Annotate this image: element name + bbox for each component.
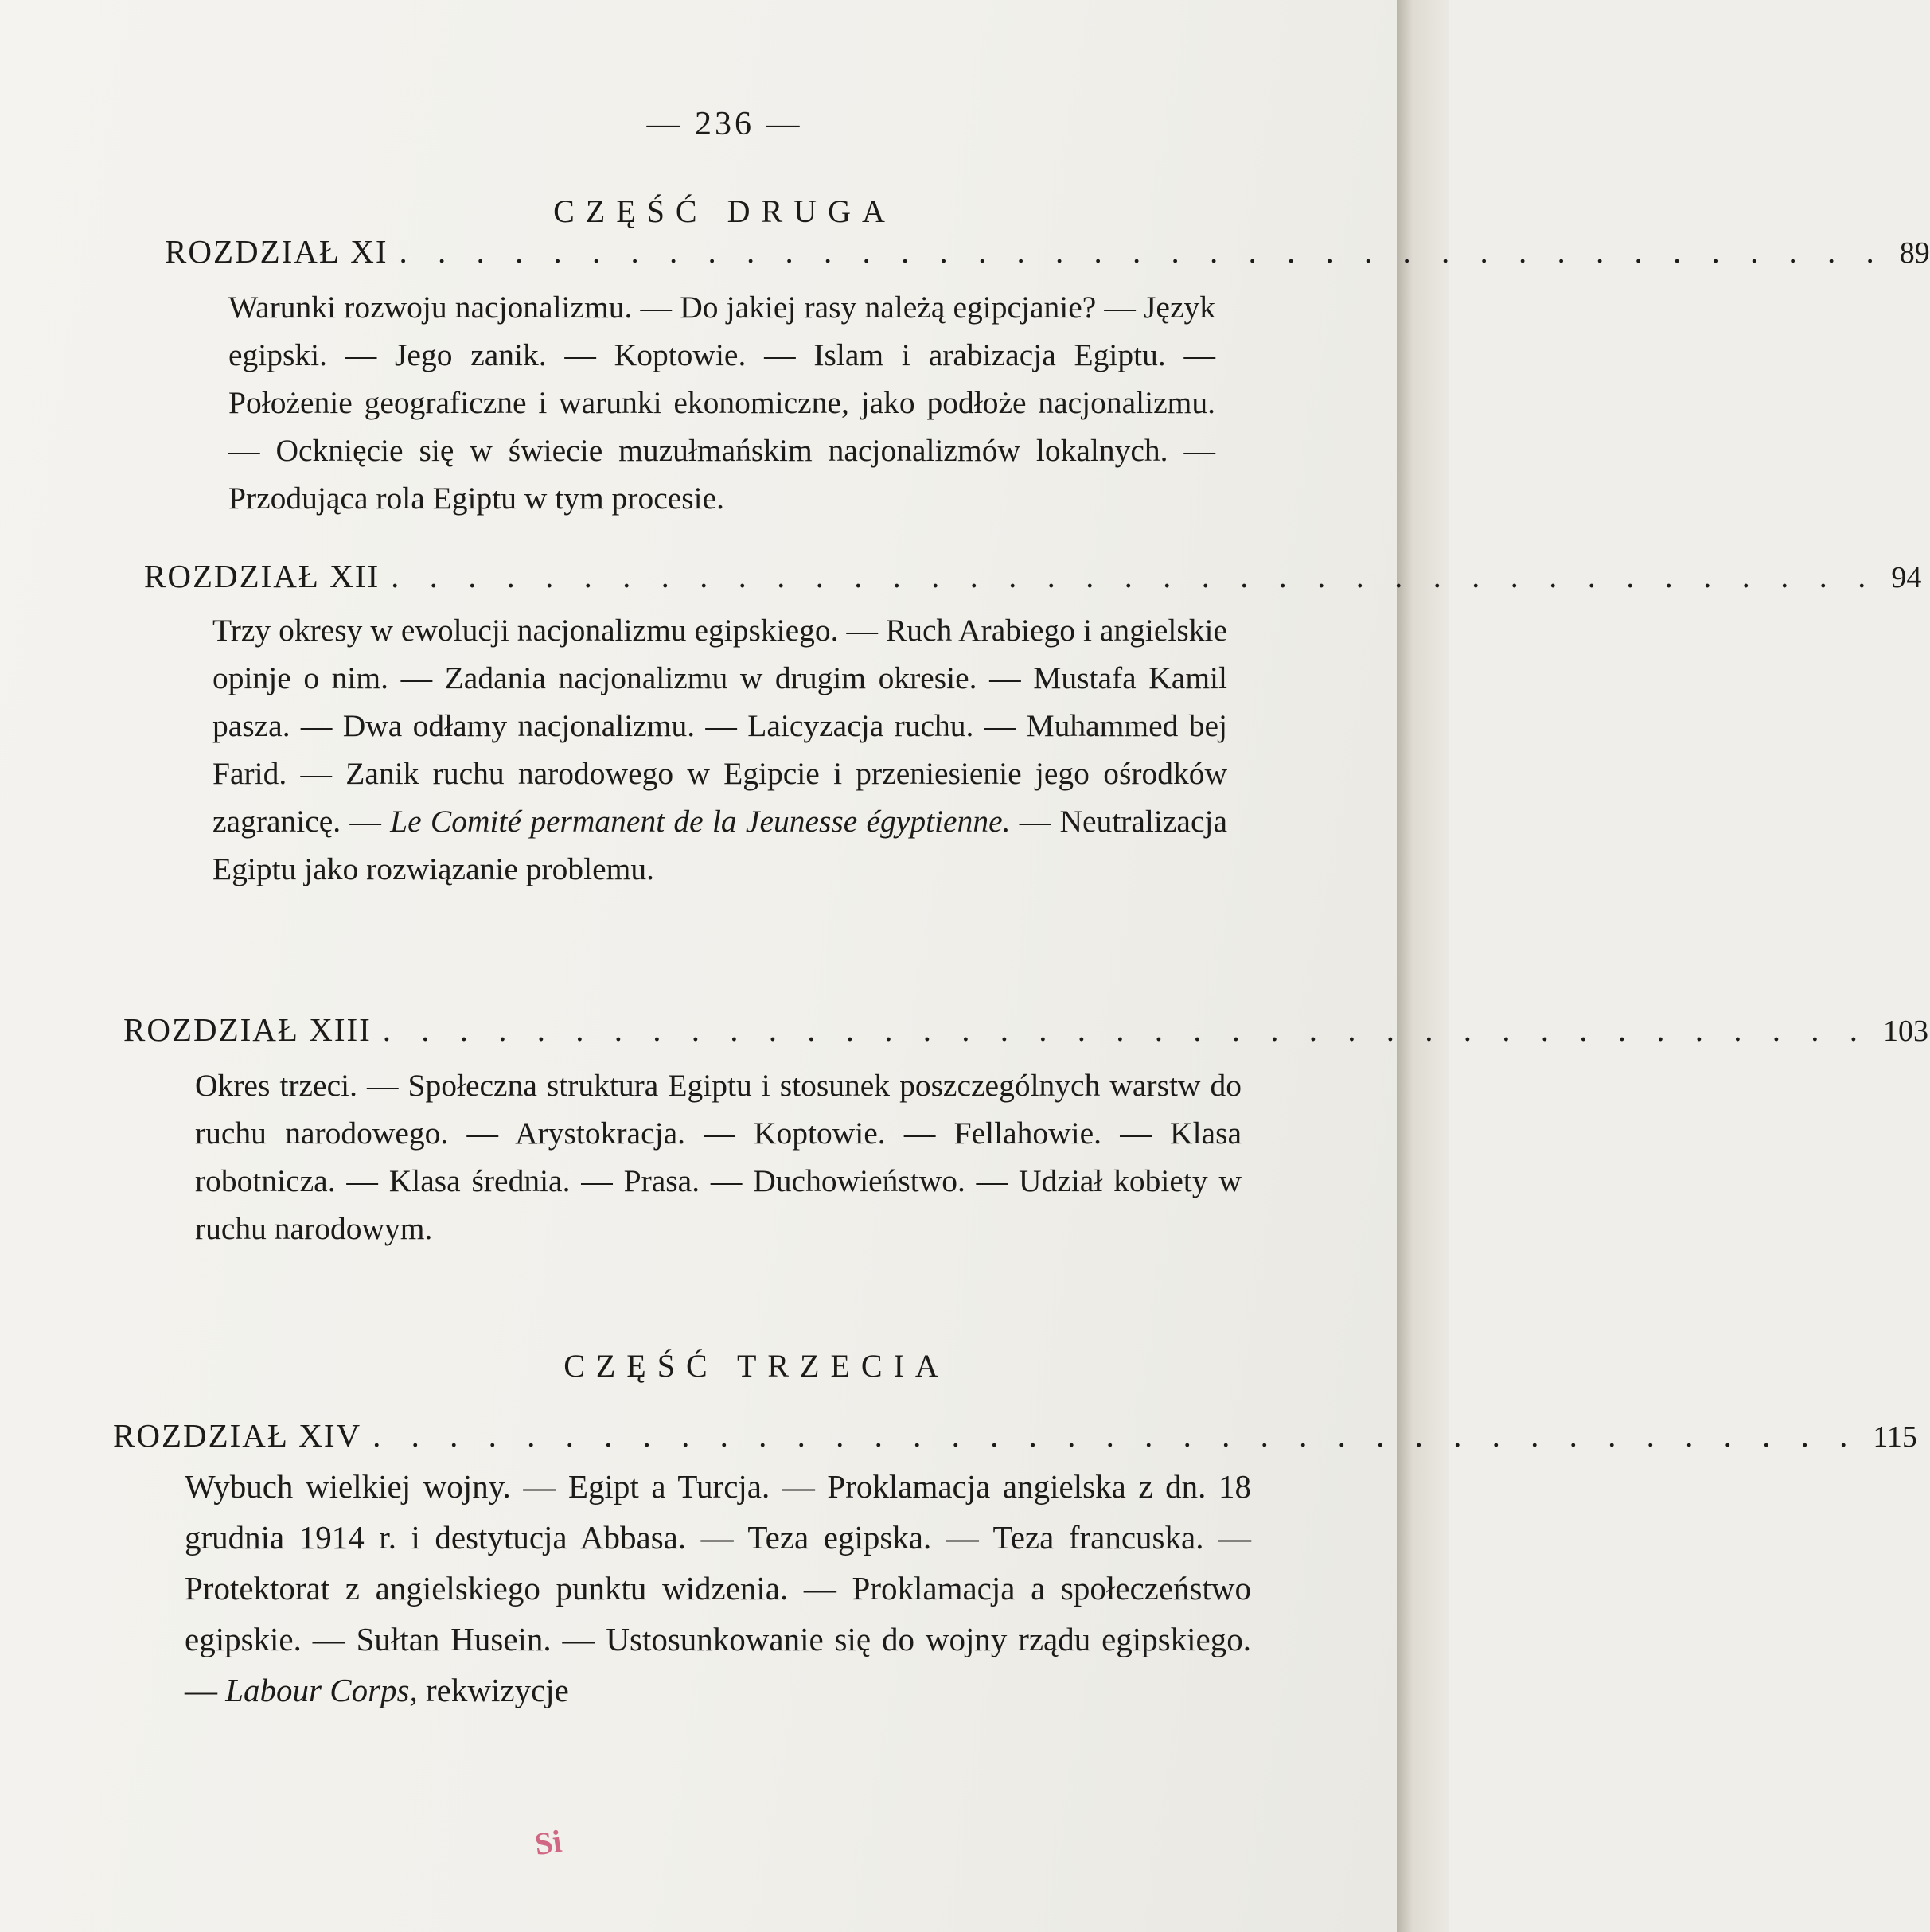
chapter-summary: Okres trzeci. — Społeczna struktura Egiptu i stosunek poszczególnych warstw do ruchu narodowego. — Arystokracja. — Koptowie. — Fellahowie. — Klasa robotnicza. — Klasa średnia. — Prasa. — Duchowieństwo. — Udział kobiety w ruchu narodowym. [195, 1068, 1242, 1246]
chapter-page-ref: 115 [1873, 1420, 1917, 1454]
page-number: — 236 — [646, 106, 803, 142]
chapter-heading: ROZDZIAŁ XIII [123, 1011, 372, 1048]
chapter-heading-line [113, 1416, 1917, 1455]
chapter-heading: ROZDZIAŁ XII [144, 558, 380, 594]
chapter-heading-line [144, 557, 1922, 595]
part-title-trzecia: CZĘŚĆ TRZECIA [563, 1348, 949, 1384]
summary-text: rekwizycje [417, 1672, 569, 1708]
chapter-page-ref: 94 [1891, 561, 1922, 594]
summary-text: Trzy okresy w ewolucji nacjonalizmu egipskiego. — Ruch Arabiego i angielskie opinje o nim. — Zadania nacjonalizmu w drugim okresie. — Mustafa Kamil pasza. — Dwa odłamy nacjonalizmu. — Laicyzacja ruchu. — Muhammed bej Farid. — Zanik ruchu narodowego w Egipcie i przeniesienie jego ośrodków zagranicę. — [212, 613, 1227, 839]
chapter-summary [212, 606, 1227, 893]
chapter-page-ref: 103 [1883, 1015, 1929, 1048]
chapter-heading-line [123, 1011, 1929, 1049]
summary-text: Wybuch wielkiej wojny. — Egipt a Turcja. — Proklamacja angielska z dn. 18 grudnia 1914 r. i destytucja Abbasa. — Teza egipska. — Teza francuska. — Protektorat z angielskiego punktu widzenia. — Proklamacja a społeczeństwo egipskie. — Sułtan Husein. — Ustosunkowanie się do wojny rządu egipskiego. — [185, 1468, 1251, 1708]
summary-italic-title: Le Comité permanent de la Jeunesse égyptienne. [390, 804, 1011, 839]
dot-leader: . . . . . . . . . . . . . . . . . . . . . . . . . . . . . . . . . . . . . . . [372, 1417, 1859, 1454]
dot-leader: . . . . . . . . . . . . . . . . . . . . . . . . . . . . . . . . . . . . . . . [382, 1011, 1870, 1048]
summary-text: — Neutralizacja Egiptu jako rozwiązanie problemu. [212, 804, 1227, 886]
chapter-heading: ROZDZIAŁ XIV [113, 1417, 362, 1454]
summary-italic-term: Labour Corps, [225, 1672, 418, 1708]
chapter-summary: Warunki rozwoju nacjonalizmu. — Do jakiej rasy należą egipcjanie? — Język egipski. — Jego zanik. — Koptowie. — Islam i arabizacja Egiptu. — Położenie geograficzne i warunki ekonomiczne, jako podłoże nacjonalizmu. — Ocknięcie się w świecie muzułmańskim nacjonalizmów lokalnych. — Przodująca rola Egiptu w tym procesie. [228, 290, 1215, 516]
chapter-summary [185, 1461, 1251, 1716]
chapter-heading-line [165, 232, 1930, 271]
part-title-druga: CZĘŚĆ DRUGA [553, 193, 896, 229]
chapter-page-ref: 89 [1899, 236, 1930, 270]
facing-page-edge [1397, 0, 1449, 1932]
dot-leader: . . . . . . . . . . . . . . . . . . . . . . . . . . . . . . . . . . . . . . . [399, 233, 1885, 270]
chapter-heading: ROZDZIAŁ XI [165, 233, 388, 270]
ink-stamp-mark: Si [532, 1822, 564, 1863]
dot-leader: . . . . . . . . . . . . . . . . . . . . . . . . . . . . . . . . . . . . . . . [391, 558, 1877, 594]
